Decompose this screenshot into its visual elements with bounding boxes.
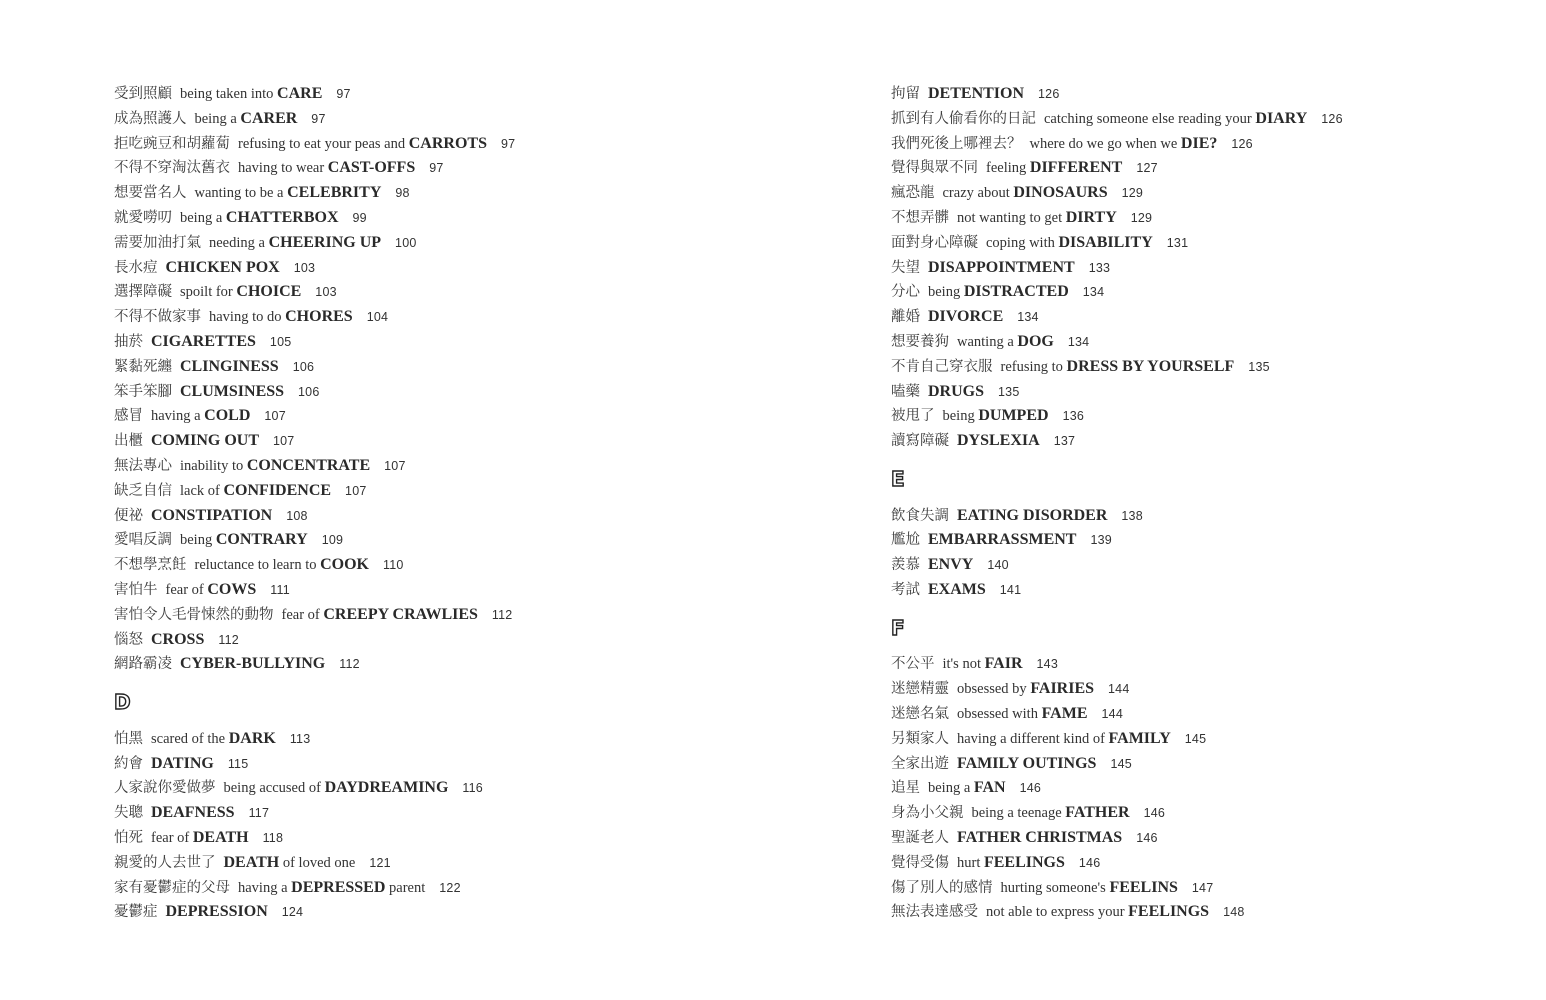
entry-keyword: EATING DISORDER [957, 506, 1108, 524]
entry-prefix: coping with [986, 234, 1059, 251]
index-entry [114, 330, 814, 355]
entry-keyword: FATHER [1065, 804, 1130, 822]
index-entry [891, 231, 1531, 256]
index-entry [114, 504, 814, 529]
entry-keyword: DATING [151, 754, 214, 772]
entry-keyword: DUMPED [978, 407, 1049, 425]
chinese-term: 被甩了 [891, 408, 935, 425]
page-number: 131 [1166, 235, 1189, 250]
chinese-term: 我們死後上哪裡去？ [891, 135, 1022, 152]
chinese-term: 失望 [891, 259, 920, 276]
right-index-column [891, 82, 1531, 925]
chinese-term: 另類家人 [891, 730, 949, 747]
chinese-term: 不得不穿淘汰舊衣 [114, 160, 230, 177]
index-entry [114, 578, 814, 603]
entry-keyword: DIARY [1255, 109, 1308, 127]
entry-keyword: FAME [1041, 704, 1088, 722]
entry-keyword: CONFIDENCE [223, 481, 332, 499]
chinese-term: 不想弄髒 [891, 209, 949, 226]
entry-keyword: DRUGS [928, 382, 985, 400]
page-number: 107 [273, 434, 295, 449]
section-letter-e: E [891, 466, 905, 491]
entry-keyword: DISTRACTED [963, 283, 1069, 301]
section-letter-f: F [891, 615, 905, 640]
entry-prefix: feeling [986, 160, 1030, 177]
entry-prefix: having a different kind of [957, 730, 1109, 747]
entry-keyword: FEELINGS [983, 853, 1065, 871]
page-number: 137 [1053, 434, 1076, 449]
page-number: 129 [1130, 210, 1153, 225]
chinese-term: 考試 [891, 581, 920, 598]
page-number: 148 [1223, 905, 1245, 920]
entry-keyword: CONCENTRATE [246, 456, 371, 474]
chinese-term: 長水痘 [114, 259, 158, 276]
page-number: 134 [1067, 334, 1090, 349]
entry-suffix: parent [385, 879, 426, 896]
entry-keyword: FATHER CHRISTMAS [957, 828, 1123, 846]
index-entry [114, 727, 814, 752]
entry-keyword: DISABILITY [1058, 233, 1153, 251]
entry-keyword: CARE [277, 85, 323, 102]
page-number: 112 [339, 657, 360, 672]
index-entry [114, 876, 814, 901]
entry-suffix: of loved one [279, 854, 356, 871]
entry-prefix: obsessed with [957, 705, 1042, 722]
chinese-term: 覺得受傷 [891, 854, 949, 871]
entry-keyword: FEELINS [1109, 878, 1178, 896]
entry-prefix: fear of [151, 829, 193, 846]
chinese-term: 全家出遊 [891, 755, 949, 772]
page-number: 107 [264, 409, 286, 424]
index-entry [114, 479, 814, 504]
index-entry [114, 132, 814, 157]
index-entry [114, 603, 814, 628]
chinese-term: 讀寫障礙 [891, 433, 949, 450]
entry-keyword: DOG [1017, 332, 1054, 350]
chinese-term: 飲食失調 [891, 507, 949, 524]
page-number: 118 [262, 830, 284, 845]
index-entry [891, 553, 1531, 578]
index-entry [891, 206, 1531, 231]
entry-keyword: DINOSAURS [1013, 184, 1108, 202]
entry-prefix: not able to express your [986, 904, 1129, 921]
index-entry [891, 256, 1531, 281]
index-entry [891, 776, 1531, 801]
entry-prefix: being a teenage [971, 805, 1066, 822]
chinese-term: 羨慕 [891, 557, 920, 574]
entry-keyword: CHEERING UP [268, 233, 382, 251]
entry-keyword: CELEBRITY [287, 184, 382, 202]
chinese-term: 迷戀名氣 [891, 705, 949, 722]
page-number: 126 [1038, 87, 1060, 101]
page-number: 108 [286, 508, 308, 523]
chinese-term: 約會 [114, 755, 143, 772]
chinese-term: 聖誕老人 [891, 829, 949, 846]
entry-prefix: being a [928, 780, 974, 797]
chinese-term: 網路霸凌 [114, 656, 172, 673]
entry-keyword: COOK [320, 556, 369, 574]
entry-prefix: wanting a [957, 333, 1018, 350]
index-entry [114, 900, 814, 925]
entry-prefix: having to wear [238, 160, 328, 177]
chinese-term: 便祕 [114, 507, 143, 524]
entry-prefix: having to do [209, 309, 286, 326]
entry-keyword: DIE? [1180, 134, 1218, 152]
entry-prefix: reluctance to learn to [194, 557, 321, 574]
entry-prefix: crazy about [942, 185, 1014, 202]
chinese-term: 成為照護人 [114, 110, 187, 127]
entry-keyword: DARK [228, 729, 276, 747]
page-number: 140 [987, 558, 1009, 573]
chinese-term: 害怕令人毛骨悚然的動物 [114, 606, 274, 623]
page-number: 97 [336, 87, 351, 101]
entry-prefix: needing a [209, 234, 269, 251]
index-entry [891, 652, 1531, 677]
index-entry [891, 702, 1531, 727]
entry-keyword: CAST-OFFS [327, 159, 416, 177]
page-number: 107 [345, 483, 367, 498]
page-number: 139 [1090, 533, 1112, 548]
chinese-term: 惱怒 [114, 631, 143, 648]
page-number: 109 [321, 533, 344, 548]
page-number: 147 [1191, 880, 1214, 895]
index-entry [114, 181, 814, 206]
entry-keyword: EMBARRASSMENT [928, 531, 1077, 549]
chinese-term: 面對身心障礙 [891, 234, 978, 251]
page-number: 97 [429, 161, 444, 176]
index-entry [891, 380, 1531, 405]
page-number: 146 [1019, 781, 1042, 796]
chinese-term: 無法專心 [114, 457, 172, 474]
entry-keyword: DEATH [192, 828, 249, 846]
page-number: 144 [1101, 706, 1123, 721]
entry-keyword: FAIR [984, 655, 1023, 673]
entry-keyword: FAMILY [1108, 729, 1171, 747]
index-entry [114, 380, 814, 405]
page-number: 126 [1231, 136, 1253, 151]
index-entry [891, 107, 1531, 132]
page-number: 103 [293, 260, 316, 275]
page-number: 122 [439, 880, 461, 895]
page-number: 97 [500, 136, 516, 151]
entry-keyword: EXAMS [928, 580, 986, 598]
entry-keyword: ENVY [928, 556, 974, 574]
entry-keyword: FAMILY OUTINGS [957, 754, 1097, 772]
page-number: 97 [311, 111, 326, 126]
chinese-term: 迷戀精靈 [891, 681, 949, 698]
page-number: 112 [491, 607, 513, 622]
page-number: 98 [395, 186, 410, 201]
index-entry [114, 280, 814, 305]
page-number: 112 [218, 632, 239, 647]
index-entry [891, 429, 1531, 454]
chinese-term: 不肯自己穿衣服 [891, 358, 993, 375]
page-number: 103 [315, 285, 337, 300]
chinese-term: 緊黏死纏 [114, 358, 172, 375]
chinese-term: 不公平 [891, 656, 935, 673]
entry-prefix: having a [238, 879, 292, 896]
entry-prefix: being taken into [180, 86, 278, 102]
page-number: 138 [1121, 508, 1143, 523]
chinese-term: 就愛嘮叨 [114, 209, 172, 226]
page-number: 127 [1136, 161, 1158, 176]
page-number: 124 [281, 905, 304, 920]
chinese-term: 想要養狗 [891, 333, 949, 350]
index-entry [114, 851, 814, 876]
entry-prefix: having a [151, 408, 205, 425]
page-number: 106 [292, 359, 315, 374]
index-entry [891, 727, 1531, 752]
page-number: 100 [395, 235, 417, 250]
index-entry [114, 355, 814, 380]
page-number: 126 [1321, 111, 1343, 126]
page-number: 116 [462, 781, 483, 796]
index-entry [891, 305, 1531, 330]
entry-keyword: DIVORCE [928, 308, 1004, 326]
chinese-term: 選擇障礙 [114, 284, 172, 301]
entry-prefix: lack of [180, 482, 224, 499]
entry-keyword: FEELINGS [1128, 903, 1210, 921]
page-number: 135 [998, 384, 1020, 399]
entry-prefix: hurting someone's [1000, 879, 1110, 896]
entry-keyword: CONSTIPATION [151, 506, 273, 524]
index-entry [114, 305, 814, 330]
chinese-term: 追星 [891, 780, 920, 797]
page-number: 133 [1088, 260, 1111, 275]
index-entry [114, 404, 814, 429]
entry-prefix: hurt [957, 854, 984, 871]
chinese-term: 瘋恐龍 [891, 185, 935, 202]
entry-keyword: FAN [973, 779, 1006, 797]
index-entry [114, 528, 814, 553]
index-entry [891, 801, 1531, 826]
entry-keyword: CROSS [151, 630, 205, 648]
entry-prefix: catching someone else reading your [1044, 110, 1256, 127]
chinese-term: 嗑藥 [891, 383, 920, 400]
page-number: 146 [1078, 855, 1101, 870]
index-entry [114, 256, 814, 281]
page-number: 145 [1110, 756, 1132, 771]
page-number: 129 [1121, 186, 1144, 201]
chinese-term: 受到照顧 [114, 86, 172, 102]
entry-keyword: CLINGINESS [180, 357, 279, 375]
chinese-term: 怕黑 [114, 730, 143, 747]
index-entry [891, 82, 1531, 107]
entry-prefix: being a [194, 110, 241, 127]
entry-prefix: scared of the [151, 730, 229, 747]
index-entry [114, 801, 814, 826]
chinese-term: 失聰 [114, 805, 143, 822]
index-entry [114, 82, 814, 107]
chinese-term: 害怕牛 [114, 581, 158, 598]
chinese-term: 拒吃豌豆和胡蘿蔔 [114, 135, 230, 152]
entry-prefix: it's not [942, 656, 985, 673]
entry-prefix: where do we go when we [1029, 135, 1181, 152]
index-entry [114, 156, 814, 181]
page-number: 113 [289, 731, 311, 746]
entry-keyword: DEPRESSED [291, 878, 386, 896]
entry-keyword: DRESS BY YOURSELF [1066, 357, 1235, 375]
entry-prefix: being [928, 284, 964, 301]
chinese-term: 抓到有人偷看你的日記 [891, 110, 1036, 127]
page-number: 115 [227, 756, 249, 771]
page-number: 117 [248, 806, 270, 821]
page-number: 106 [298, 384, 320, 399]
entry-keyword: COMING OUT [151, 432, 259, 450]
page-number: 107 [384, 458, 406, 473]
index-entry [891, 528, 1531, 553]
entry-prefix: refusing to [1000, 358, 1067, 375]
entry-keyword: COLD [204, 407, 251, 425]
page-number: 144 [1108, 682, 1130, 697]
index-entry [114, 231, 814, 256]
index-entry [891, 181, 1531, 206]
entry-prefix: spoilt for [180, 284, 237, 301]
entry-prefix: being [942, 408, 979, 425]
page-number: 110 [383, 558, 404, 573]
entry-keyword: DYSLEXIA [957, 432, 1040, 450]
chinese-term: 愛唱反調 [114, 532, 172, 549]
index-entry [891, 156, 1531, 181]
entry-prefix: being [180, 532, 216, 549]
index-entry [114, 107, 814, 132]
entry-keyword: FAIRIES [1030, 680, 1095, 698]
page-number: 143 [1036, 657, 1058, 672]
chinese-term: 需要加油打氣 [114, 234, 201, 251]
chinese-term: 覺得與眾不同 [891, 160, 978, 177]
index-entry [114, 752, 814, 777]
entry-keyword: CLUMSINESS [180, 382, 285, 400]
index-entry [114, 553, 814, 578]
page-number: 134 [1082, 285, 1105, 300]
chinese-term: 身為小父親 [891, 805, 964, 822]
index-entry [891, 504, 1531, 529]
entry-keyword: CHOICE [236, 283, 302, 301]
chinese-term: 感冒 [114, 408, 143, 425]
chinese-term: 出櫃 [114, 433, 143, 450]
entry-prefix: being a [180, 209, 226, 226]
entry-keyword: DIFFERENT [1029, 159, 1123, 177]
entry-keyword: CIGARETTES [151, 332, 256, 350]
index-entry [891, 826, 1531, 851]
chinese-term: 不想學烹飪 [114, 557, 187, 574]
chinese-term: 抽菸 [114, 333, 143, 350]
index-entry [114, 454, 814, 479]
page-number: 141 [999, 582, 1022, 597]
left-index-column [114, 82, 814, 925]
page-number: 121 [369, 855, 391, 870]
index-entry [114, 628, 814, 653]
index-entry [891, 280, 1531, 305]
index-entry [891, 330, 1531, 355]
entry-prefix: fear of [165, 581, 208, 598]
entry-prefix: being accused of [223, 780, 325, 797]
chinese-term: 尷尬 [891, 532, 920, 549]
page-number: 104 [366, 310, 389, 325]
entry-keyword: CHORES [285, 308, 353, 326]
entry-keyword: DEPRESSION [165, 903, 268, 921]
page-number: 105 [269, 334, 292, 349]
chinese-term: 拘留 [891, 86, 920, 102]
chinese-term: 想要當名人 [114, 185, 187, 202]
index-entry [891, 578, 1531, 603]
chinese-term: 家有憂鬱症的父母 [114, 879, 230, 896]
section-letter-d: D [114, 689, 131, 714]
entry-keyword: CARER [240, 109, 298, 127]
index-entry [114, 206, 814, 231]
page-number: 99 [352, 210, 367, 225]
entry-keyword: COWS [207, 580, 257, 598]
entry-keyword: DAYDREAMING [324, 779, 449, 797]
entry-prefix: not wanting to get [957, 209, 1066, 226]
chinese-term: 分心 [891, 284, 920, 301]
entry-keyword: CYBER-BULLYING [180, 655, 326, 673]
entry-keyword: DETENTION [928, 85, 1025, 102]
index-entry [891, 132, 1531, 157]
entry-keyword: CREEPY CRAWLIES [323, 605, 478, 623]
index-entry [114, 776, 814, 801]
index-entry [891, 876, 1531, 901]
index-entry [891, 404, 1531, 429]
entry-prefix: fear of [281, 606, 324, 623]
entry-keyword: CHATTERBOX [225, 208, 339, 226]
chinese-term: 離婚 [891, 309, 920, 326]
page-number: 135 [1248, 359, 1270, 374]
entry-keyword: DISAPPOINTMENT [928, 258, 1075, 276]
index-entry [891, 900, 1531, 925]
chinese-term: 傷了別人的感情 [891, 879, 993, 896]
page-number: 146 [1143, 806, 1166, 821]
entry-keyword: CHICKEN POX [165, 258, 280, 276]
entry-prefix: obsessed by [957, 681, 1031, 698]
index-entry [114, 652, 814, 677]
index-entry [891, 752, 1531, 777]
chinese-term: 憂鬱症 [114, 904, 158, 921]
entry-prefix: inability to [180, 457, 247, 474]
index-entry [891, 851, 1531, 876]
index-entry [114, 429, 814, 454]
page-number: 146 [1136, 830, 1158, 845]
page-number: 145 [1184, 731, 1207, 746]
index-entry [891, 677, 1531, 702]
page-number: 111 [270, 582, 290, 597]
page-number: 136 [1062, 409, 1085, 424]
entry-prefix: wanting to be a [194, 185, 288, 202]
entry-keyword: DEATH [223, 853, 280, 871]
entry-prefix: refusing to eat your peas and [238, 135, 409, 152]
chinese-term: 人家說你愛做夢 [114, 780, 216, 797]
page-number: 134 [1017, 310, 1039, 325]
chinese-term: 怕死 [114, 829, 143, 846]
chinese-term: 不得不做家事 [114, 309, 201, 326]
chinese-term: 親愛的人去世了 [114, 854, 216, 871]
chinese-term: 缺乏自信 [114, 482, 172, 499]
chinese-term: 笨手笨腳 [114, 383, 172, 400]
index-entry [891, 355, 1531, 380]
chinese-term: 無法表達感受 [891, 904, 978, 921]
entry-keyword: DIRTY [1065, 208, 1117, 226]
entry-keyword: DEAFNESS [151, 804, 235, 822]
entry-keyword: CARROTS [408, 134, 487, 152]
entry-keyword: CONTRARY [215, 531, 308, 549]
index-entry [114, 826, 814, 851]
